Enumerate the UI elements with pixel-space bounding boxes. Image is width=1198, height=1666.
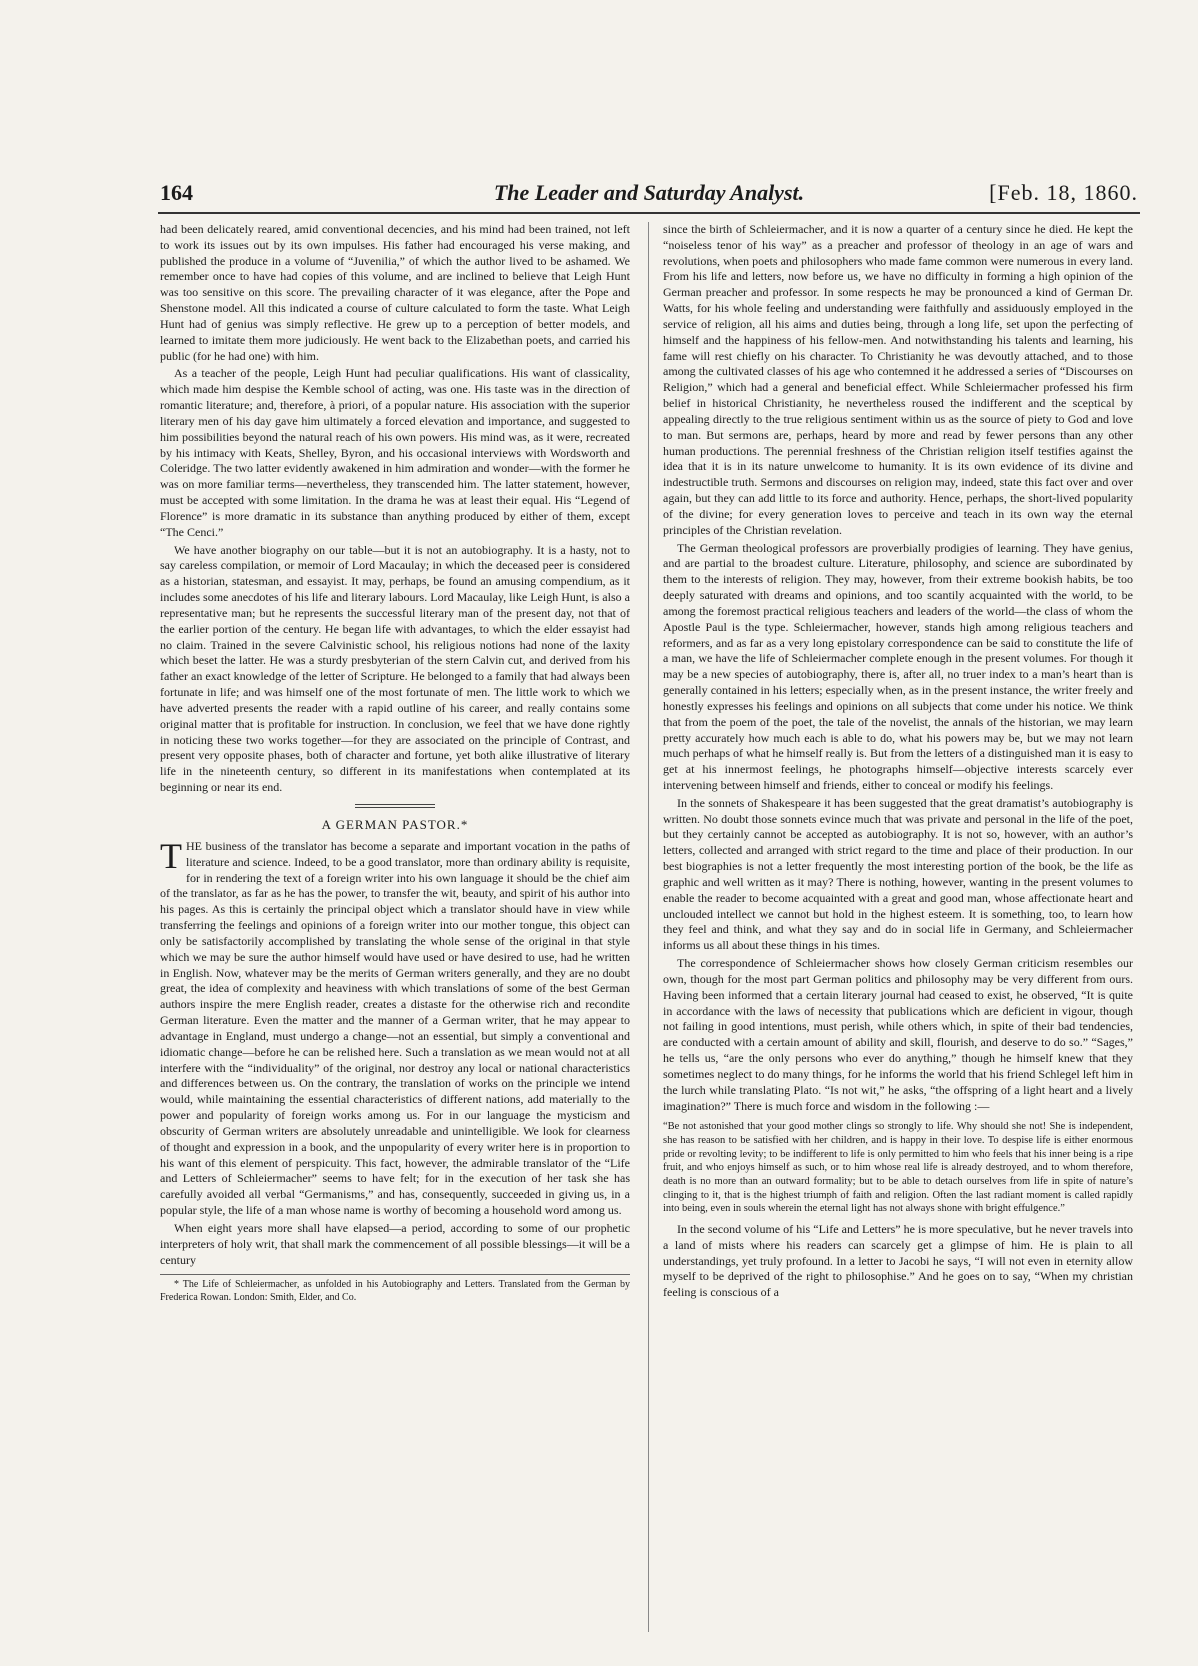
paragraph: had been delicately reared, amid conventional decencies, and his mind had been trained, not left to work its issues out by its own impulses. His father had encouraged his verse making, and published the produce in a volume of “Juvenilia,” of which the author lived to be ashamed. We remember once to have had copies of this volume, and are inclined to believe that Leigh Hunt was too sensitive on this score. The prevailing character of it was elegance, after the Pope and Shenstone model. All this indicated a course of culture calculated to form the taste. What Leigh Hunt had of genius was simply reflective. He grew up to a perception of better models, and learned to imitate them more judiciously. He went back to the Elizabethan poets, and carried his public (for he had one) with him. — [160, 222, 630, 363]
drop-cap: T — [160, 835, 182, 876]
paragraph-text: HE business of the translator has become a separate and important vocation in the paths of literature and science. Indeed, to be a good translator, more than ordinary ability is requisite, for in rendering the text of a foreign writer into his own language it should be the chief aim of the translator, as far as he has the power, to transfer the wit, beauty, and spirit of his author into his pages. As this is certainly the principal object which a translator should have in view while transferring the feelings and opinions of a foreign writer into our mother tongue, this object can only be satisfactorily accomplished by translating the whole sense of the original in that style which we may be sure the author himself would have used or have desired to use, had he written in English. Now, whatever may be the merits of German writers generally, and they are no doubt great, the idea of complexity and heaviness with which translations of some of the best German authors inspire the mere English reader, creates a distaste for the otherwise rich and recondite German literature. Even the matter and the manner of a German writer, that he may appear to advantage in England, must undergo a change—not an essential, but simply a conventional and idiomatic change—before he can be relished here. Such a translation as we mean would not at all interfere with the “individuality” of the original, nor destroy any local or national characteristics and differences between us. On the contrary, the translation of works on the principle we intend would, while maintaining the essential characteristics of different nations, add materially to the power and popularity of foreign works among us. For in our language the mysticism and obscurity of German writers are absolutely unreadable and unintelligible. We look for clearness of thought and expression in a book, and the unpopularity of every writer here is in proportion to his want of this element of perspicuity. This fact, however, the admirable translator of the “Life and Letters of Schleiermacher” seems to have felt; for in the execution of her task she has carefully avoided all verbal “Germanisms,” and has, consequently, succeeded in giving us, in a popular style, the life of a man whose name is worthy of becoming a household word among us. — [160, 838, 630, 1218]
page-header — [160, 180, 1138, 220]
issue-date: [Feb. 18, 1860. — [989, 180, 1138, 205]
right-column — [663, 222, 1133, 1303]
paragraph: As a teacher of the people, Leigh Hunt had peculiar qualifications. His want of classicality, which made him despise the Kemble school of acting, was one. His taste was in the direction of romantic literature; and, therefore, à priori, of a popular nature. His association with the superior literary men of his day gave him ultimately a forced elevation and importance, and suggested to him possibilities beyond the natural reach of his own powers. His mind was, as it were, recreated by his intimacy with Keats, Shelley, Byron, and his occasional interviews with Wordsworth and Coleridge. The two latter evidently awakened in him admiration and wonder—with the former he was on more familiar terms—nevertheless, they transcended him. The latter statement, however, must be accepted with some limitation. In the drama he was at least their equal. His “Legend of Florence” is more dramatic in its substance than anything produced by either of them, except “The Cenci.” — [160, 366, 630, 539]
paragraph: When eight years more shall have elapsed—a period, according to some of our prophetic interpreters of holy writ, that shall mark the commencement of all possible blessings—it will be a century — [160, 1220, 630, 1267]
paragraph: We have another biography on our table—but it is not an autobiography. It is a hasty, not to say careless compilation, or memoir of Lord Macaulay; in which the deceased peer is considered as a historian, statesman, and essayist. It may, perhaps, be found an amusing compendium, as it includes some anecdotes of his life and literary labours. Lord Macaulay, like Leigh Hunt, is also a representative man; but he represents the successful literary man of the present day, not that of the earlier portion of the century. He began life with advantages, to which the elder essayist had no claim. Trained in the severe Calvinistic school, his religious notions had none of the laxity which beset the latter. He was a sturdy presbyterian of the stern Calvin cut, and derived from his father an exact knowledge of the letter of Scripture. He belonged to a family that had always been fortunate in life; and was himself one of the most fortunate of men. The little work to which we have adverted presents the reader with a rapid outline of his career, and really contains some original matter that is profitable for instruction. In conclusion, we feel that we have done rightly in noticing these two works together—for they are associated on the principle of Contrast, and present very opposite phases, both of character and fortune, yet both alike illustrative of literary life in the nineteenth century, so different in its manifestations when contemplated at its beginning or near its end. — [160, 542, 630, 794]
article-heading: A GERMAN PASTOR.* — [321, 816, 469, 832]
section-divider — [355, 804, 435, 808]
journal-title: The Leader and Saturday Analyst. — [493, 180, 805, 205]
paragraph: since the birth of Schleiermacher, and it is now a quarter of a century since he died. He kept the “noiseless tenor of his way” as a preacher and professor of theology in an age of wars and revolutions, when poets and philosophers who made fame common were numerous in every land. From his life and letters, now before us, we have no difficulty in forming a high opinion of the German preacher and professor. In some respects he may be pronounced a kind of German Dr. Watts, for his whole feeling and understanding were faithfully and assiduously employed in the service of religion, all his aims and duties being, through a long life, set upon the perfecting of himself and the happiness of his fellow-men. And notwithstanding his talents and learning, his fame will rest chiefly on his character. To Christianity he was devoutly attached, and to those among the cultivated classes of his age who contemned it he addressed a series of “Discourses on Religion,” which had a general and beneficial effect. While Schleiermacher professed his firm belief in historical Christianity, he nevertheless roused the indifferent and the sceptical by appealing directly to the true religious sentiment within us as the source of piety to God and love to man. But sermons are, perhaps, heard by more and read by fewer persons than any other human productions. The perennial freshness of the Christian religion itself testifies against the idea that it is in its nature unwelcome to humanity. It is its own evidence of its divine and indestructible truth. Sermons and discourses on religion may, indeed, state this fact over and over again, but they can add little to its force and authority. Hence, perhaps, the short-lived popularity of the divine; for every generation loves to perceive and teach in its own way the eternal principles of the Christian revelation. — [663, 222, 1133, 537]
paragraph-with-dropcap — [160, 835, 630, 1219]
paragraph: The German theological professors are proverbially prodigies of learning. They have genius, and are partial to the broadest culture. Literature, philosophy, and science are subordinated by them to the interests of religion. They may, however, from their extreme bookish habits, be too deeply saturated with dreams and opinions, and too scantily acquainted with the world, to be among the foremost practical religious teachers and leaders of the world—the class of whom the Apostle Paul is the type. Schleiermacher, however, stands high among religious teachers and reformers, and as far as a very long epistolary correspondence can be said to constitute the life of a man, we have the life of Schleiermacher complete enough in the present volumes. For though it may be a new species of autobiography, there is, after all, no truer index to a man’s heart than is generally contained in his letters; especially when, as in the present instance, the writer freely and honestly expresses his feelings and opinions on all subjects that come under his notice. We think that from the poem of the poet, the tale of the novelist, the annals of the historian, we may learn pretty accurately how much each is able to do, what his powers may be, but we may not learn much perhaps of what he himself really is. But from the letters of a distinguished man it is easy to get at his innermost feelings, he photographs himself—objective interests scarcely ever intervening between himself and friends, either to conceal or modify his feelings. — [663, 540, 1133, 792]
article-columns — [160, 222, 1138, 1642]
column-divider — [648, 222, 649, 1632]
page-number: 164 — [160, 180, 193, 205]
footnote: * The Life of Schleiermacher, as unfolded in his Autobiography and Letters. Translated from the German by Frederica Rowan. London: Smith, Elder, and Co. — [160, 1279, 630, 1304]
footnote-divider — [160, 1274, 630, 1275]
paragraph: In the sonnets of Shakespeare it has been suggested that the great dramatist’s autobiography is written. No doubt those sonnets evince much that was private and personal in the life of the poet, but they certainly cannot be accepted as autobiography. It is not so, however, with an author’s letters, collected and arranged with strict regard to the time and place of their production. In our best biographies is not a letter frequently the most interesting portion of the book, be the life as graphic and well written as it may? There is nothing, however, wanting in the present volumes to enable the reader to become acquainted with a great and good man, whose affectionate heart and unclouded intellect we cannot but hold in the highest esteem. It is something, too, to learn how they feel and think, and what they say and do in social life in Germany, and Schleiermacher informs us all about these things in his times. — [663, 795, 1133, 953]
left-column — [160, 222, 630, 1304]
paragraph: The correspondence of Schleiermacher shows how closely German criticism resembles our own, though for the most part German politics and philosophy may be very different from ours. Having been informed that a certain literary journal had ceased to exist, he observed, “It is quite in accordance with the laws of necessity that publications which are deficient in vigour, though not failing in good intentions, must perish, while others which, in spite of their bad tendencies, are conducted with a certain amount of ability and skill, flourish, and deserve to do so.” “Sages,” he tells us, “are the only persons who ever do anything,” though he himself knew that they sometimes neglect to do many things, for he informs the world that his friend Schlegel left him in the lurch while translating Plato. “Is not wit,” he asks, “the offspring of a light heart and a lively imagination?” There is much force and wisdom in the following :— — [663, 956, 1133, 1113]
header-rule — [158, 212, 1140, 214]
block-quote: “Be not astonished that your good mother clings so strongly to life. Why should she not! She is independent, she has reason to be satisfied with her children, and is happy in their love. To despise life is either enormous pride or revolting levity; to be indifferent to life is only permitted to him who feels that his inner being is a ripe fruit, and who enjoys himself as such, or to him whose real life is already destroyed, and to whom therefore, death is no more than an outward formality; but to be able to detach ourselves from life in spite of nature’s clinging to it, that is the highest triumph of faith and religion. Often the last radiant moment is called rapidly into being, even in souls wherein the eternal light has not always shone with bright effulgence.” — [663, 1121, 1133, 1215]
paragraph: In the second volume of his “Life and Letters” he is more speculative, but he never travels into a land of mists where his readers can scarcely get a glimpse of him. He is plain to all understandings, yet truly profound. In a letter to Jacobi he says, “I will not even in eternity allow myself to be deprived of the right to philosophise.” And he goes on to say, “When my christian feeling is conscious of a — [663, 1221, 1133, 1300]
